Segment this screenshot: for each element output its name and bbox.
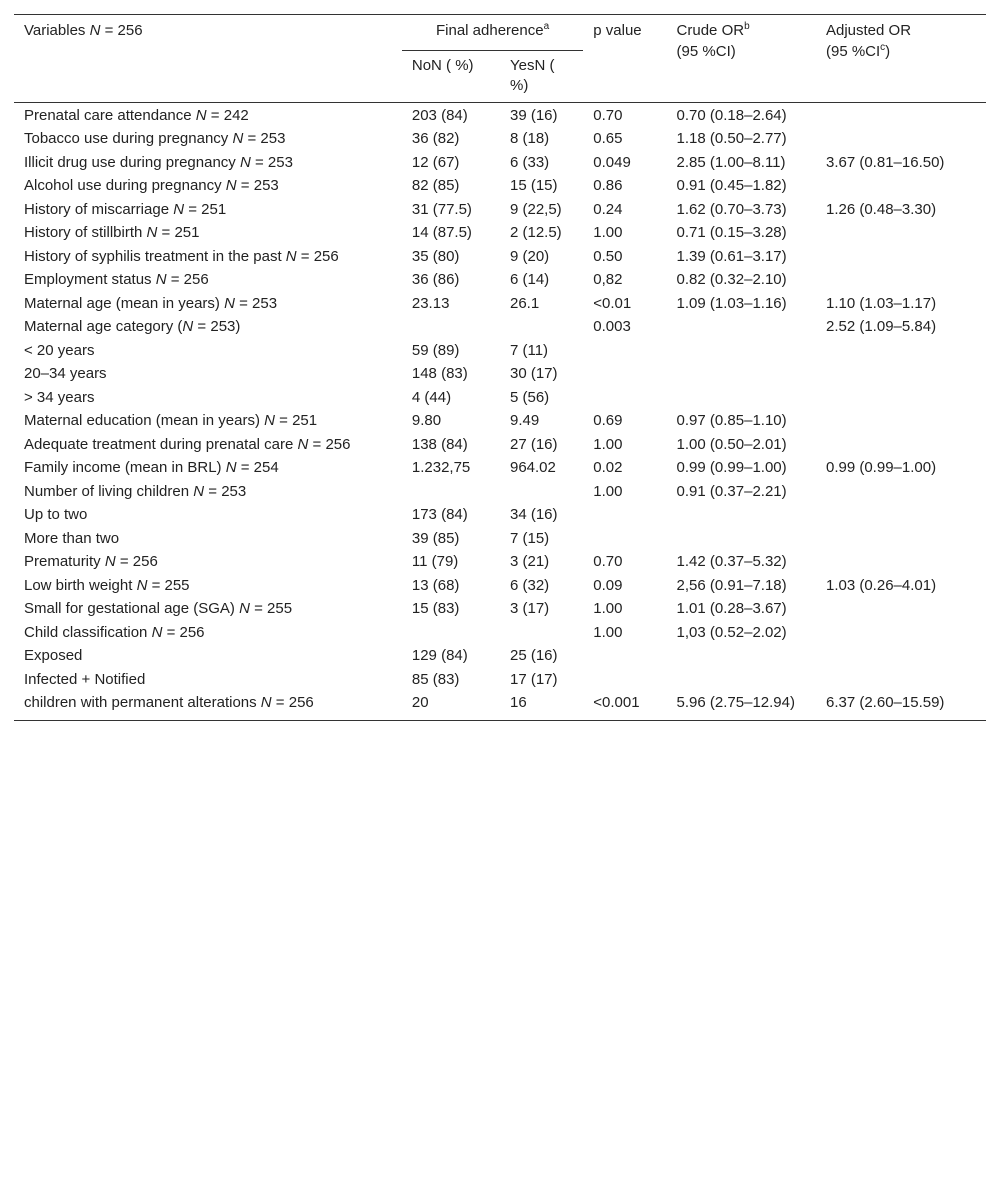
no-cell: 4 (44) bbox=[411, 388, 452, 406]
no-cell bbox=[402, 480, 500, 504]
no-cell: 35 (80) bbox=[411, 247, 460, 265]
yes-cell: 9 (22,5) bbox=[509, 200, 562, 218]
adjusted-or-cell bbox=[816, 174, 986, 198]
variables-header: Variables N = 256 bbox=[14, 15, 402, 103]
no-cell: 85 (83) bbox=[411, 670, 460, 688]
variable-cell: Small for gestational age (SGA) N = 255 bbox=[24, 600, 293, 617]
no-cell bbox=[402, 621, 500, 645]
variable-cell: Illicit drug use during pregnancy N = 253 bbox=[24, 153, 293, 171]
p-value-cell: 0.09 bbox=[593, 576, 623, 594]
table-row bbox=[14, 644, 986, 668]
adjusted-or-cell bbox=[816, 621, 986, 645]
p-value-cell bbox=[583, 644, 666, 668]
no-cell: 13 (68) bbox=[411, 576, 460, 594]
adjusted-or-cell bbox=[816, 668, 986, 692]
table-row bbox=[14, 245, 986, 269]
no-cell: 23.13 bbox=[411, 294, 450, 312]
crude-or-cell bbox=[667, 668, 816, 692]
variable-cell: Number of living children N = 253 bbox=[24, 482, 247, 500]
variable-cell: Employment status N = 256 bbox=[24, 271, 209, 288]
no-cell: 129 (84) bbox=[411, 647, 468, 664]
variable-cell: History of syphilis treatment in the past N = 256 bbox=[24, 247, 339, 265]
table-row bbox=[14, 362, 986, 386]
no-cell: 138 (84) bbox=[411, 435, 468, 453]
no-cell: 173 (84) bbox=[411, 506, 468, 523]
variable-cell: Family income (mean in BRL) N = 254 bbox=[24, 459, 279, 476]
adjusted-or-cell bbox=[816, 433, 986, 457]
adjusted-or-cell bbox=[816, 527, 986, 551]
table-row bbox=[14, 151, 986, 175]
yes-cell: 17 (17) bbox=[509, 670, 558, 688]
p-value-cell: 0.65 bbox=[593, 130, 623, 147]
crude-or-cell: 0.82 (0.32–2.10) bbox=[676, 271, 787, 288]
variable-cell: Exposed bbox=[24, 647, 83, 664]
adjusted-or-cell: 1.26 (0.48–3.30) bbox=[825, 200, 937, 218]
crude-or-cell: 2.85 (1.00–8.11) bbox=[676, 153, 786, 171]
crude-or-cell: 1.01 (0.28–3.67) bbox=[676, 600, 787, 617]
crude-or-cell: 1.39 (0.61–3.17) bbox=[676, 247, 787, 265]
table-row bbox=[14, 456, 986, 480]
table-row bbox=[14, 102, 986, 127]
table-row bbox=[14, 527, 986, 551]
table-row bbox=[14, 292, 986, 316]
variable-cell: < 20 years bbox=[24, 341, 95, 359]
p-value-cell bbox=[583, 503, 666, 527]
no-cell: 15 (83) bbox=[411, 600, 460, 617]
variable-cell: Maternal education (mean in years) N = 251 bbox=[24, 412, 318, 429]
table-row bbox=[14, 221, 986, 245]
yes-cell bbox=[500, 480, 583, 504]
p-value-cell bbox=[583, 527, 666, 551]
no-cell: 36 (86) bbox=[411, 271, 460, 288]
crude-or-cell bbox=[667, 315, 816, 339]
crude-or-cell: 1.00 (0.50–2.01) bbox=[676, 435, 787, 453]
variable-cell: Alcohol use during pregnancy N = 253 bbox=[24, 177, 279, 194]
adjusted-or-cell: 1.03 (0.26–4.01) bbox=[825, 576, 937, 594]
p-value-cell: 0.003 bbox=[593, 318, 631, 335]
adjusted-or-cell bbox=[816, 597, 986, 621]
p-value-cell: 0.70 bbox=[593, 553, 623, 570]
yes-cell: 15 (15) bbox=[509, 177, 558, 194]
table-body bbox=[14, 102, 986, 720]
adjusted-or-cell: 2.52 (1.09–5.84) bbox=[825, 318, 937, 335]
p-value-cell: 0,82 bbox=[593, 271, 623, 288]
no-cell: 82 (85) bbox=[411, 177, 460, 194]
p-value-cell: 0.02 bbox=[593, 459, 623, 476]
variable-cell: Infected + Notified bbox=[24, 670, 146, 688]
adjusted-or-cell bbox=[816, 644, 986, 668]
adjusted-or-cell bbox=[816, 268, 986, 292]
adjusted-or-cell bbox=[816, 127, 986, 151]
variable-cell: Tobacco use during pregnancy N = 253 bbox=[24, 130, 286, 147]
variable-cell: History of stillbirth N = 251 bbox=[24, 224, 200, 241]
adjusted-or-cell: 6.37 (2.60–15.59) bbox=[816, 691, 986, 720]
table-row bbox=[14, 503, 986, 527]
adjusted-or-cell bbox=[816, 362, 986, 386]
p-value-header: p value bbox=[583, 15, 666, 103]
no-header: NoN ( %) bbox=[402, 50, 500, 102]
p-value-cell bbox=[583, 339, 666, 363]
table-row bbox=[14, 198, 986, 222]
yes-cell: 3 (17) bbox=[509, 600, 550, 617]
table-row bbox=[14, 127, 986, 151]
yes-header: YesN ( %) bbox=[500, 50, 583, 102]
yes-cell: 25 (16) bbox=[509, 647, 558, 664]
table-row bbox=[14, 668, 986, 692]
yes-cell: 5 (56) bbox=[509, 388, 550, 406]
crude-or-cell bbox=[667, 339, 816, 363]
p-value-cell: <0.01 bbox=[593, 294, 632, 312]
yes-cell: 3 (21) bbox=[509, 553, 550, 570]
variable-cell: Up to two bbox=[24, 506, 88, 523]
crude-or-header: Crude $OR^b$ (95 %CI) bbox=[667, 15, 816, 103]
p-value-cell: 0.50 bbox=[593, 247, 623, 265]
yes-cell: 7 (15) bbox=[509, 529, 550, 547]
crude-or-cell: 0.71 (0.15–3.28) bbox=[676, 224, 787, 241]
p-value-cell bbox=[583, 362, 666, 386]
p-value-cell: 1.00 bbox=[593, 482, 623, 500]
yes-cell: 9 (20) bbox=[509, 247, 550, 265]
yes-cell: 34 (16) bbox=[509, 506, 558, 523]
variable-cell: 20–34 years bbox=[24, 365, 107, 382]
no-cell: 59 (89) bbox=[411, 341, 460, 359]
p-value-cell: 1.00 bbox=[593, 224, 623, 241]
no-cell: 12 (67) bbox=[411, 153, 460, 171]
crude-or-cell: 2,56 (0.91–7.18) bbox=[676, 576, 787, 594]
variable-cell: Prematurity N = 256 bbox=[24, 553, 158, 570]
no-cell: 9.80 bbox=[411, 412, 442, 429]
crude-or-cell: 0.99 (0.99–1.00) bbox=[676, 459, 787, 476]
crude-or-cell: 0.97 (0.85–1.10) bbox=[676, 412, 787, 429]
adherence-table bbox=[14, 14, 986, 721]
no-cell: 148 (83) bbox=[411, 365, 468, 382]
crude-or-cell bbox=[667, 644, 816, 668]
p-value-cell bbox=[583, 386, 666, 410]
crude-or-cell: 0.91 (0.37–2.21) bbox=[676, 482, 787, 500]
adjusted-or-cell: 0.99 (0.99–1.00) bbox=[825, 459, 937, 476]
variable-cell: History of miscarriage N = 251 bbox=[24, 200, 227, 218]
table-container bbox=[14, 14, 986, 721]
adjusted-or-cell: 3.67 (0.81–16.50) bbox=[825, 153, 945, 171]
no-cell: 203 (84) bbox=[411, 106, 468, 124]
variable-cell: Low birth weight N = 255 bbox=[24, 576, 190, 594]
yes-cell: 9.49 bbox=[509, 412, 540, 429]
yes-cell: 16 bbox=[500, 691, 583, 720]
table-row bbox=[14, 433, 986, 457]
variable-cell: children with permanent alterations N = 256 bbox=[14, 691, 402, 720]
yes-cell: 8 (18) bbox=[509, 130, 550, 147]
table-row bbox=[14, 574, 986, 598]
crude-or-cell: 0.91 (0.45–1.82) bbox=[676, 177, 787, 194]
yes-cell: 26.1 bbox=[509, 294, 540, 312]
crude-or-cell bbox=[667, 362, 816, 386]
adjusted-or-cell bbox=[816, 339, 986, 363]
variable-cell: Maternal age (mean in years) N = 253 bbox=[24, 294, 278, 312]
table-row bbox=[14, 315, 986, 339]
adjusted-or-cell bbox=[816, 102, 986, 127]
crude-or-cell: 1.42 (0.37–5.32) bbox=[676, 553, 787, 570]
p-value-cell: 0.049 bbox=[593, 153, 631, 171]
yes-cell: 964.02 bbox=[509, 459, 556, 476]
variable-cell: Adequate treatment during prenatal care N = 256 bbox=[24, 435, 351, 453]
p-value-cell: <0.001 bbox=[583, 691, 666, 720]
table-row bbox=[14, 386, 986, 410]
no-cell bbox=[402, 315, 500, 339]
crude-or-cell: 1,03 (0.52–2.02) bbox=[676, 623, 787, 641]
header-row bbox=[14, 15, 986, 51]
adjusted-or-cell bbox=[816, 550, 986, 574]
p-value-cell: 0.86 bbox=[593, 177, 623, 194]
adjusted-or-cell bbox=[816, 221, 986, 245]
yes-cell bbox=[500, 315, 583, 339]
crude-or-cell: 1.09 (1.03–1.16) bbox=[676, 294, 787, 312]
p-value-cell: 0.24 bbox=[593, 200, 623, 218]
p-value-cell: 1.00 bbox=[593, 600, 623, 617]
p-value-cell bbox=[583, 668, 666, 692]
adjusted-or-cell: 1.10 (1.03–1.17) bbox=[825, 294, 937, 312]
yes-cell: 39 (16) bbox=[509, 106, 558, 124]
yes-cell: 6 (32) bbox=[509, 576, 550, 594]
no-cell: 31 (77.5) bbox=[411, 200, 472, 218]
adjusted-or-cell bbox=[816, 480, 986, 504]
no-cell: 39 (85) bbox=[411, 529, 460, 547]
table-row bbox=[14, 174, 986, 198]
yes-cell: 6 (33) bbox=[509, 153, 550, 171]
variable-cell: Maternal age category (N = 253) bbox=[24, 318, 241, 335]
no-cell: 20 bbox=[402, 691, 500, 720]
p-value-cell: 1.00 bbox=[593, 623, 623, 641]
p-value-cell: 1.00 bbox=[593, 435, 623, 453]
variable-cell: Child classification N = 256 bbox=[24, 623, 205, 641]
crude-or-cell bbox=[667, 527, 816, 551]
no-cell: 36 (82) bbox=[411, 130, 460, 147]
variable-cell: More than two bbox=[24, 529, 120, 547]
table-row bbox=[14, 339, 986, 363]
yes-cell bbox=[500, 621, 583, 645]
variable-cell: Prenatal care attendance N = 242 bbox=[24, 106, 249, 124]
table-row bbox=[14, 268, 986, 292]
table-row bbox=[14, 409, 986, 433]
crude-or-cell: 1.62 (0.70–3.73) bbox=[676, 200, 787, 218]
adjusted-or-header: Adjusted OR (95 $\%CI^c$) bbox=[816, 15, 986, 103]
final-adherence-header: Final adherence$^a$ bbox=[402, 15, 583, 51]
crude-or-cell: 5.96 (2.75–12.94) bbox=[667, 691, 816, 720]
table-row bbox=[14, 550, 986, 574]
yes-cell: 27 (16) bbox=[509, 435, 558, 453]
no-cell: 1.232,75 bbox=[411, 459, 471, 476]
adjusted-or-cell bbox=[816, 245, 986, 269]
adjusted-or-cell bbox=[816, 503, 986, 527]
no-cell: 14 (87.5) bbox=[411, 224, 472, 241]
table-row bbox=[14, 480, 986, 504]
p-value-cell: 0.69 bbox=[593, 412, 623, 429]
p-value-cell: 0.70 bbox=[593, 106, 623, 124]
table-row bbox=[14, 691, 986, 720]
adjusted-or-cell bbox=[816, 409, 986, 433]
table-row bbox=[14, 621, 986, 645]
crude-or-cell bbox=[667, 503, 816, 527]
yes-cell: 7 (11) bbox=[509, 341, 549, 359]
crude-or-cell bbox=[667, 386, 816, 410]
yes-cell: 6 (14) bbox=[509, 271, 550, 288]
crude-or-cell: 0.70 (0.18–2.64) bbox=[676, 106, 787, 124]
crude-or-cell: 1.18 (0.50–2.77) bbox=[676, 130, 787, 147]
yes-cell: 30 (17) bbox=[509, 365, 558, 382]
adjusted-or-cell bbox=[816, 386, 986, 410]
yes-cell: 2 (12.5) bbox=[509, 224, 562, 241]
no-cell: 11 (79) bbox=[411, 553, 459, 570]
variable-cell: > 34 years bbox=[24, 388, 95, 406]
table-row bbox=[14, 597, 986, 621]
